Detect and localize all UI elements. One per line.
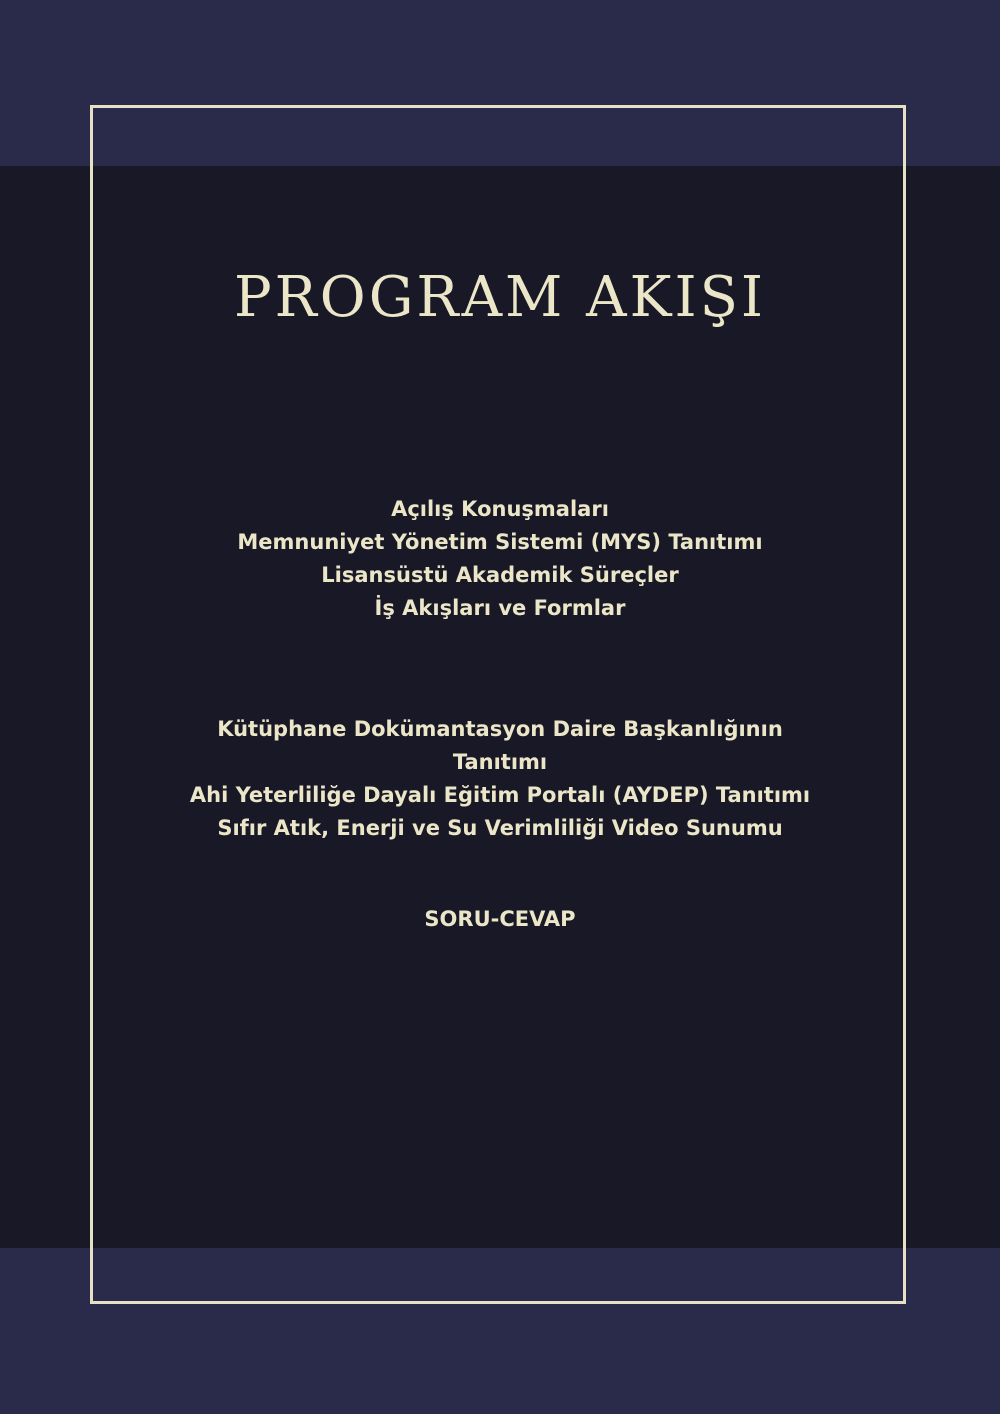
page-title: PROGRAM AKIŞI xyxy=(233,265,767,330)
agenda-item: Tanıtımı xyxy=(452,750,548,774)
agenda-item: Ahi Yeterliliğe Dayalı Eğitim Portalı (AYDEP) Tanıtımı xyxy=(189,783,811,807)
agenda-group-2 xyxy=(0,713,1000,845)
agenda-item: Memnuniyet Yönetim Sistemi (MYS) Tanıtımı xyxy=(237,530,763,554)
agenda-item: Kütüphane Dokümantasyon Daire Başkanlığının xyxy=(217,717,783,741)
agenda-item: Lisansüstü Akademik Süreçler xyxy=(321,563,679,587)
agenda-group-1 xyxy=(0,493,1000,625)
agenda-closing xyxy=(0,903,1000,936)
agenda-item: Açılış Konuşmaları xyxy=(391,497,609,521)
agenda-item: Sıfır Atık, Enerji ve Su Verimliliği Video Sunumu xyxy=(217,816,783,840)
agenda-item: İş Akışları ve Formlar xyxy=(374,596,626,620)
closing-item: SORU-CEVAP xyxy=(424,907,576,931)
